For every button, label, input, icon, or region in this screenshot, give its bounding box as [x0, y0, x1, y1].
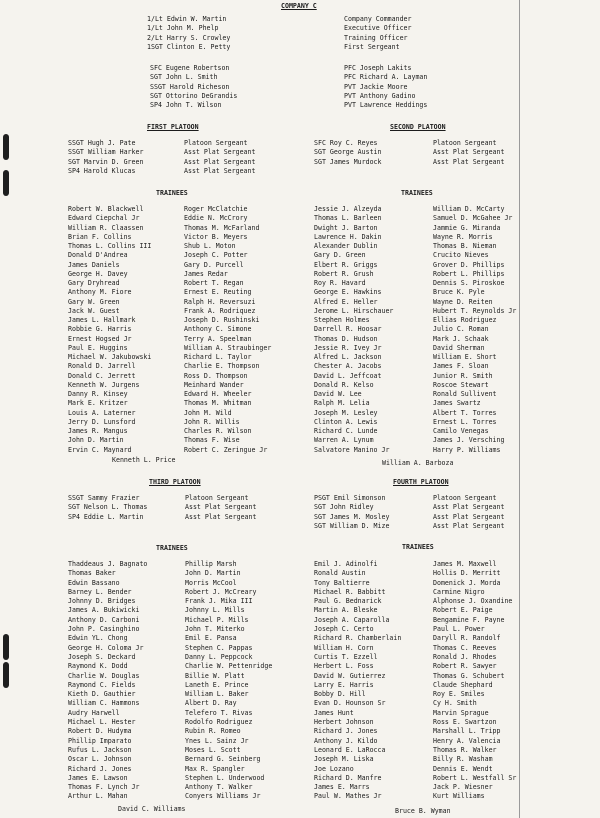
leader-name: SGT William D. Mize	[314, 521, 390, 530]
binder-hole	[3, 662, 9, 688]
trainee-name: David W. Gutierrez	[314, 671, 386, 680]
trainee-name: William R. Claassen	[68, 223, 144, 232]
trainee-name: Robert J. McCreary	[185, 587, 257, 596]
trainee-name: Grover D. Phillips	[433, 260, 505, 269]
trainee-name: Gary D. Green	[314, 251, 366, 260]
trainee-name: Thomas L. Collins III	[68, 242, 152, 250]
trainee-name: Robert R. Sawyer	[433, 662, 497, 671]
leader-role: Asst Plat Sergeant	[184, 157, 256, 166]
cadre-member: SFC Eugene Robertson	[150, 64, 230, 72]
trainee-name: George E. Hawkins	[314, 288, 382, 297]
trainee-name: Edwin YL. Chong	[68, 634, 128, 643]
binder-hole	[3, 134, 9, 160]
trainee-list	[68, 205, 182, 455]
trainee-name: William A. Straubinger	[184, 343, 272, 352]
platoon-title: THIRD PLATOON	[149, 478, 201, 486]
trainee-name: Thomas C. Reeves	[433, 643, 497, 652]
trainee-name: Eddie N. McCrory	[184, 214, 248, 223]
trainee-name: Bobby D. Hill	[314, 690, 366, 699]
trainee-name: David C. Williams	[118, 805, 186, 813]
trainee-name: John M. Wild	[184, 408, 232, 417]
trainee-name: Bernard G. Seinberg	[185, 755, 261, 764]
trainee-name: John P. Casinghino	[68, 625, 140, 634]
trainee-name: Roscoe Stewart	[433, 380, 489, 389]
trainees-heading: TRAINEES	[156, 544, 188, 552]
trainee-name: Martin A. Bleske	[314, 606, 378, 615]
trainee-name: Domenick J. Morda	[433, 578, 501, 587]
leader-name: SGT Marvin D. Green	[68, 157, 144, 166]
trainee-name: James F. Sloan	[433, 362, 489, 371]
trainee-name: Ronald J. Rhodes	[433, 652, 497, 661]
leader-name: SSGT William Harker	[68, 148, 144, 157]
trainee-name: Kieth D. Gauthier	[68, 690, 136, 699]
trainee-name: Jammie G. Miranda	[433, 223, 501, 232]
trainee-name: Hubert T. Reynolds Jr	[433, 306, 517, 315]
trainee-name: Richard R. Chamberlain	[314, 634, 402, 643]
trainee-name: Herbert L. Foss	[314, 662, 374, 671]
trainee-name: Thomas G. Schubert	[433, 671, 505, 680]
cadre-member: PVT Jackie Moore	[344, 82, 408, 91]
trainee-name: Gary D. Purcell	[184, 260, 244, 269]
trainee-name: Anthony D. Carboni	[68, 615, 140, 624]
trainee-name: James Swartz	[433, 399, 481, 408]
trainee-name: Victor B. Meyers	[184, 232, 248, 241]
trainee-name: Thomas F. Lynch Jr	[68, 783, 140, 792]
trainee-name: Rubin R. Romeo	[185, 727, 241, 736]
trainee-name: Richard D. Manfre	[314, 773, 382, 782]
trainee-name: Samuel D. McGahee Jr	[433, 214, 513, 223]
platoon-leaders	[314, 139, 428, 167]
trainee-name: Ronald D. Jarrell	[68, 362, 136, 371]
leader-role: Asst Plat Sergeant	[184, 166, 256, 175]
trainee-name: Paul E. Huggins	[68, 343, 128, 352]
trainee-name: Richard J. Jones	[314, 727, 378, 736]
trainee-name: Camilo Venegas	[433, 427, 489, 435]
trainee-list	[184, 205, 308, 455]
trainee-name: Ynes L. Sainz Jr	[185, 736, 249, 745]
command-role: Training Officer	[344, 33, 408, 42]
trainees-heading: TRAINEES	[401, 189, 433, 197]
trainee-name: John T. Miterko	[185, 625, 245, 634]
trainee-name: Robert L. Westfall Sr	[433, 773, 517, 782]
trainee-name: Frank J. Mika III	[185, 597, 253, 606]
trainee-name: William A. Barboza	[382, 459, 454, 467]
trainee-name: David Sherman	[433, 343, 485, 352]
trainee-name: Salvatore Manino Jr	[314, 445, 390, 454]
trainee-name: Alfred E. Heller	[314, 297, 378, 306]
trainee-name: Conyers Williams Jr	[185, 792, 261, 801]
trainee-name: Ervin C. Maynard	[68, 445, 132, 454]
trainee-name: Warren A. Lynum	[314, 436, 374, 445]
leader-role: Platoon Sergeant	[433, 139, 497, 147]
trainee-name: Thomas F. Wise	[184, 436, 240, 445]
trainee-name: James E. Marrs	[314, 783, 370, 792]
trainee-name: Marshall L. Tripp	[433, 727, 501, 736]
trainee-name: Michael W. Jakubowski	[68, 353, 152, 361]
platoon-leaders	[68, 139, 180, 176]
leader-name: SP4 Harold Klucas	[68, 166, 136, 175]
trainee-name: Ross D. Thompson	[184, 371, 248, 380]
trainee-name: Arthur L. Mahan	[68, 792, 128, 801]
trainee-name: Alexander Dublin	[314, 242, 378, 250]
trainee-name: Lawrence H. Dakin	[314, 232, 382, 241]
trainee-name: Ronald Austin	[314, 569, 366, 578]
trainee-name: Thomas L. Barleen	[314, 214, 382, 223]
trainee-name: Evan D. Hounson Sr	[314, 699, 386, 708]
trainee-name: Rodolfo Rodriguez	[185, 718, 253, 727]
trainee-name: Albert T. Torres	[433, 408, 497, 417]
leader-role: Asst Plat Sergeant	[433, 512, 505, 521]
trainee-name: Bruce B. Wyman	[395, 807, 451, 815]
trainee-name: Mark J. Schaak	[433, 334, 489, 343]
trainee-name: Thomas M. McFarland	[184, 223, 260, 232]
trainee-name: Kenneth L. Price	[112, 456, 176, 464]
platoon-title: FOURTH PLATOON	[393, 478, 449, 486]
trainee-name: Michael L. Hester	[68, 718, 136, 727]
company-title: COMPANY C	[281, 2, 317, 10]
trainee-name: Gary Dryhread	[68, 279, 120, 287]
trainee-name: Jack W. Guest	[68, 306, 120, 315]
trainee-name: Harry P. Williams	[433, 445, 501, 454]
leader-role: Asst Plat Sergeant	[185, 503, 257, 512]
trainee-name: Joseph D. Rushinski	[184, 316, 260, 324]
trainee-name: Thaddeaus J. Bagnato	[68, 560, 148, 568]
cadre-right	[344, 64, 504, 110]
command-role: First Sergeant	[344, 42, 400, 51]
trainee-name: Jessie R. Ivey Jr	[314, 343, 382, 352]
trainee-name: Anthony J. Kildo	[314, 736, 378, 745]
trainee-name: James A. Bukiwicki	[68, 606, 140, 615]
trainee-list	[314, 560, 432, 802]
trainee-name: George H. Coloma Jr	[68, 643, 144, 652]
trainee-name: Donald C. Jerrett	[68, 371, 136, 380]
trainee-name: Ernest Hogsed Jr	[68, 334, 132, 343]
command-name: 1SGT Clinton E. Petty	[147, 42, 231, 51]
trainee-name: Larry E. Harris	[314, 680, 374, 689]
trainee-name: Frank A. Rodriquez	[184, 306, 256, 315]
cadre-member: SGT John L. Smith	[150, 73, 218, 82]
cadre-member: PVT Anthony Gadino	[344, 91, 416, 100]
trainee-name: Donald D'Andrea	[68, 251, 128, 260]
trainee-name: Clinton A. Lewis	[314, 417, 378, 426]
trainee-name: Claude Shephard	[433, 680, 493, 689]
trainee-name: Raymond C. Fields	[68, 680, 136, 689]
trainee-name: James Daniels	[68, 260, 120, 269]
trainee-name: James Redar	[184, 269, 228, 278]
trainee-name: Anthony T. Walker	[185, 783, 253, 792]
trainee-name: Tony Baltierre	[314, 578, 370, 587]
trainee-name: Billie W. Platt	[185, 671, 245, 680]
trainee-name: Stephen L. Underwood	[185, 773, 265, 782]
trainee-name: Thomas M. Whitman	[184, 399, 252, 408]
leader-name: PSGT Emil Simonson	[314, 494, 386, 502]
trainee-name: Meinhard Wander	[184, 380, 244, 389]
trainee-name: William C. Hammons	[68, 699, 140, 708]
trainee-name: James M. Maxwell	[433, 560, 497, 568]
trainee-name: Elbert R. Griggs	[314, 260, 378, 269]
trainee-name: Johnny D. Bridges	[68, 597, 136, 606]
trainee-name: Robert E. Paige	[433, 606, 493, 615]
trainee-name: Michael P. Mills	[185, 615, 249, 624]
trainee-name: Johnny L. Mills	[185, 606, 245, 615]
trainee-name: Danny R. Kinsey	[68, 390, 128, 398]
leader-name: SSGT Hugh J. Pate	[68, 139, 136, 147]
trainee-name: Dennis S. Piroskoe	[433, 279, 505, 287]
leader-role: Asst Plat Sergeant	[433, 503, 505, 512]
trainee-name: Paul G. Bednarick	[314, 597, 382, 606]
trainee-name: James Hunt	[314, 708, 354, 717]
trainee-name: Albert D. Ray	[185, 699, 237, 708]
leader-role: Asst Plat Sergeant	[433, 157, 505, 166]
trainee-name: Robert C. Zeringue Jr	[184, 445, 268, 454]
trainee-name: Roy R. Havard	[314, 279, 366, 287]
leader-name: SGT James Murdock	[314, 157, 382, 166]
platoon-leader-roles	[184, 139, 294, 176]
trainee-name: Phillip Imparato	[68, 736, 132, 745]
trainee-list	[433, 205, 531, 455]
trainee-name: Curtis T. Ezzell	[314, 652, 378, 661]
trainee-name: Charles R. Wilson	[184, 427, 252, 435]
trainee-name: Jessie J. Alzeyda	[314, 205, 382, 213]
trainee-name: Henry A. Valencia	[433, 736, 501, 745]
trainee-name: Joe Lozano	[314, 764, 354, 773]
platoon-leaders	[314, 494, 430, 531]
trainee-name: Jerome L. Hirschauer	[314, 306, 394, 315]
trainee-name: Moses L. Scott	[185, 745, 241, 754]
trainee-name: Ernest E. Reuting	[184, 288, 252, 297]
trainee-name: Louis A. Laterner	[68, 408, 136, 417]
cadre-member: PFC Richard A. Layman	[344, 73, 428, 82]
trainee-name: Donald R. Kelso	[314, 380, 374, 389]
trainee-name: William L. Baker	[185, 690, 249, 699]
trainee-name: Alfred L. Jackson	[314, 353, 382, 361]
trainee-name: Billy R. Washam	[433, 755, 493, 764]
leader-name: SGT John Ridley	[314, 503, 374, 512]
trainee-name: Phillip Marsh	[185, 560, 237, 568]
trainee-name: Morris McCool	[185, 578, 237, 587]
trainee-name: Terry A. Speelman	[184, 334, 252, 343]
trainee-name: Telefero T. Rivas	[185, 708, 253, 717]
leader-name: SFC Roy C. Reyes	[314, 139, 378, 147]
trainee-name: David W. Lee	[314, 390, 362, 398]
trainees-heading: TRAINEES	[156, 189, 188, 197]
leader-name: SGT George Austin	[314, 148, 382, 157]
trainee-name: Charlie W. Douglas	[68, 671, 140, 680]
cadre-member: SSGT Harold Richeson	[150, 82, 230, 91]
command-names	[147, 15, 307, 52]
trainee-name: Jerry D. Lunsford	[68, 417, 136, 426]
trainee-name: Julio C. Roman	[433, 325, 489, 334]
command-role: Company Commander	[344, 15, 412, 23]
trainee-name: John D. Martin	[185, 569, 241, 578]
command-role: Executive Officer	[344, 24, 412, 33]
trainee-list	[314, 205, 430, 455]
trainee-name: Mark E. Kritzer	[68, 399, 128, 408]
leader-name: SGT James M. Mosley	[314, 512, 390, 521]
trainee-name: Charlie E. Thompson	[184, 362, 260, 371]
command-roles	[344, 15, 504, 52]
leader-role: Platoon Sergeant	[184, 139, 248, 147]
trainee-list	[68, 560, 184, 802]
trainee-name: Carmine Nigro	[433, 587, 485, 596]
trainee-name: David L. Jeffcoat	[314, 371, 382, 380]
trainee-name: James E. Lawson	[68, 773, 128, 782]
trainee-name: Robert W. Blackwell	[68, 205, 144, 213]
trainee-name: Joseph C. Certo	[314, 625, 374, 634]
trainee-name: Jack P. Wiesner	[433, 783, 493, 792]
leader-name: SGT Nelson L. Thomas	[68, 503, 148, 512]
trainee-name: George H. Davey	[68, 269, 128, 278]
cadre-member: PVT Lawrence Heddings	[344, 101, 428, 109]
trainee-name: Rufus L. Jackson	[68, 745, 132, 754]
trainee-name: Shub L. Moton	[184, 242, 236, 250]
trainee-name: Audry Harwell	[68, 708, 120, 717]
trainee-name: Herbert Johnson	[314, 718, 374, 727]
trainee-name: Charlie W. Pettenridge	[185, 662, 273, 671]
trainee-name: Robert L. Phillips	[433, 269, 505, 278]
cadre-member: SP4 John T. Wilson	[150, 101, 222, 109]
cadre-left	[150, 64, 310, 110]
trainee-name: Max R. Spangler	[185, 764, 245, 773]
trainee-name: Alphonse J. Oxandine	[433, 597, 513, 606]
leader-role: Asst Plat Sergeant	[184, 148, 256, 157]
trainee-name: Joseph A. Caparolla	[314, 615, 390, 624]
trainee-name: Chester A. Jacobs	[314, 362, 382, 371]
trainee-name: Ralph M. Lelia	[314, 399, 370, 408]
leader-role: Platoon Sergeant	[433, 494, 497, 502]
trainee-name: Robert R. Grush	[314, 269, 374, 278]
platoon-leader-roles	[185, 494, 295, 522]
trainee-name: Richard J. Jones	[68, 764, 132, 773]
trainee-name: Hollis D. Merritt	[433, 569, 501, 578]
trainee-name: Bengamine F. Payne	[433, 615, 505, 624]
trainee-name: Kurt Williams	[433, 792, 485, 801]
trainee-name: William H. Corn	[314, 643, 374, 652]
trainee-name: Darrell R. Hoosar	[314, 325, 382, 334]
trainee-name: Danny L. Peppcock	[185, 652, 253, 661]
trainee-name: Robert T. Regan	[184, 279, 244, 287]
trainee-name: Leonard E. LaRocca	[314, 745, 386, 754]
cadre-member: SGT Ottorino DeGrandis	[150, 91, 238, 100]
trainee-name: Joseph S. Deckard	[68, 652, 136, 661]
trainee-name: Ralph H. Reversuzi	[184, 297, 256, 306]
platoon-leader-roles	[433, 139, 523, 167]
trainee-name: Cy H. Smith	[433, 699, 477, 708]
leader-role: Platoon Sergeant	[185, 494, 249, 502]
trainee-name: Marvin Sprague	[433, 708, 489, 717]
trainee-name: Junior R. Smith	[433, 371, 493, 380]
trainee-name: Barney L. Bender	[68, 587, 132, 596]
trainee-name: Edward Ciepchal Jr	[68, 214, 140, 223]
trainee-name: John D. Martin	[68, 436, 124, 445]
trainee-name: Richard L. Taylor	[184, 353, 252, 361]
trainee-name: Gary W. Green	[68, 297, 120, 306]
trainee-list	[433, 560, 531, 802]
trainee-name: Paul L. Power	[433, 625, 485, 634]
trainee-name: Stephen C. Pappas	[185, 643, 253, 652]
trainee-name: Crucito Nieves	[433, 251, 489, 260]
trainee-name: James R. Mangus	[68, 427, 128, 435]
trainee-name: Paul W. Mathes Jr	[314, 792, 382, 801]
leader-name: SSGT Sammy Frazier	[68, 494, 140, 502]
trainee-name: Dwight J. Barton	[314, 223, 378, 232]
binder-hole	[3, 170, 9, 196]
trainee-name: Edwin Bassano	[68, 578, 120, 587]
leader-name: SP4 Eddie L. Martin	[68, 512, 144, 521]
trainee-name: Edward H. Wheeler	[184, 390, 252, 398]
trainee-name: Raymond K. Dodd	[68, 662, 128, 671]
trainee-name: William E. Short	[433, 353, 497, 361]
command-name: 1/Lt John M. Phelp	[147, 24, 219, 33]
trainee-name: Roger McClatchie	[184, 205, 248, 213]
platoon-title: FIRST PLATOON	[147, 123, 199, 131]
trainee-name: Robbie G. Harris	[68, 325, 132, 334]
trainee-name: James J. Versching	[433, 436, 505, 445]
leader-role: Asst Plat Sergeant	[185, 512, 257, 521]
trainee-name: Anthony M. Fiore	[68, 288, 132, 297]
trainee-name: Thomas B. Nieman	[433, 242, 497, 250]
platoon-title: SECOND PLATOON	[390, 123, 446, 131]
trainee-name: Dennis E. Wendt	[433, 764, 493, 773]
trainees-heading: TRAINEES	[402, 543, 434, 551]
trainee-name: Ellias Rodriguez	[433, 316, 497, 324]
trainee-name: Kenneth W. Jurgens	[68, 380, 140, 389]
trainee-name: Wayne R. Morris	[433, 232, 493, 241]
trainee-name: Thomas R. Walker	[433, 745, 497, 754]
trainee-name: James L. Hallmark	[68, 316, 136, 324]
trainee-name: Ross E. Swartzon	[433, 718, 497, 727]
trainee-name: Joseph C. Potter	[184, 251, 248, 260]
command-name: 1/Lt Edwin W. Martin	[147, 15, 227, 23]
cadre-member: PFC Joseph Lakits	[344, 64, 412, 72]
trainee-name: Joseph M. Lesley	[314, 408, 378, 417]
trainee-name: Roy E. Smiles	[433, 690, 485, 699]
trainee-name: Ronald Sullivent	[433, 390, 497, 398]
trainee-name: Stephen Holmes	[314, 316, 370, 324]
trainee-name: Joseph M. Liska	[314, 755, 374, 764]
platoon-leaders	[68, 494, 182, 522]
trainee-name: Thomas D. Hudson	[314, 334, 378, 343]
leader-role: Asst Plat Sergeant	[433, 521, 505, 530]
trainee-name: Bruce K. Pyle	[433, 288, 485, 297]
trainee-name: Wayne D. Reiten	[433, 297, 493, 306]
trainee-name: Thomas Baker	[68, 569, 116, 578]
trainee-name: Michael R. Babbitt	[314, 587, 386, 596]
trainee-name: Emil J. Adinolfi	[314, 560, 378, 568]
trainee-name: William D. McCarty	[433, 205, 505, 213]
platoon-leader-roles	[433, 494, 523, 531]
trainee-name: Robert D. Hudyma	[68, 727, 132, 736]
trainee-name: Richard C. Lunde	[314, 427, 378, 435]
trainee-name: Ernest L. Torres	[433, 417, 497, 426]
trainee-name: Brian F. Collins	[68, 232, 132, 241]
trainee-name: Daryll R. Randolf	[433, 634, 501, 643]
trainee-name: Oscar L. Johnson	[68, 755, 132, 764]
binder-hole	[3, 634, 9, 660]
trainee-name: John R. Willis	[184, 417, 240, 426]
trainee-name: Laneth E. Prince	[185, 680, 249, 689]
leader-role: Asst Plat Sergeant	[433, 148, 505, 157]
command-name: 2/Lt Harry S. Crowley	[147, 33, 231, 42]
trainee-list	[185, 560, 309, 802]
trainee-name: Anthony C. Simone	[184, 325, 252, 334]
trainee-name: Emil E. Pansa	[185, 634, 237, 643]
